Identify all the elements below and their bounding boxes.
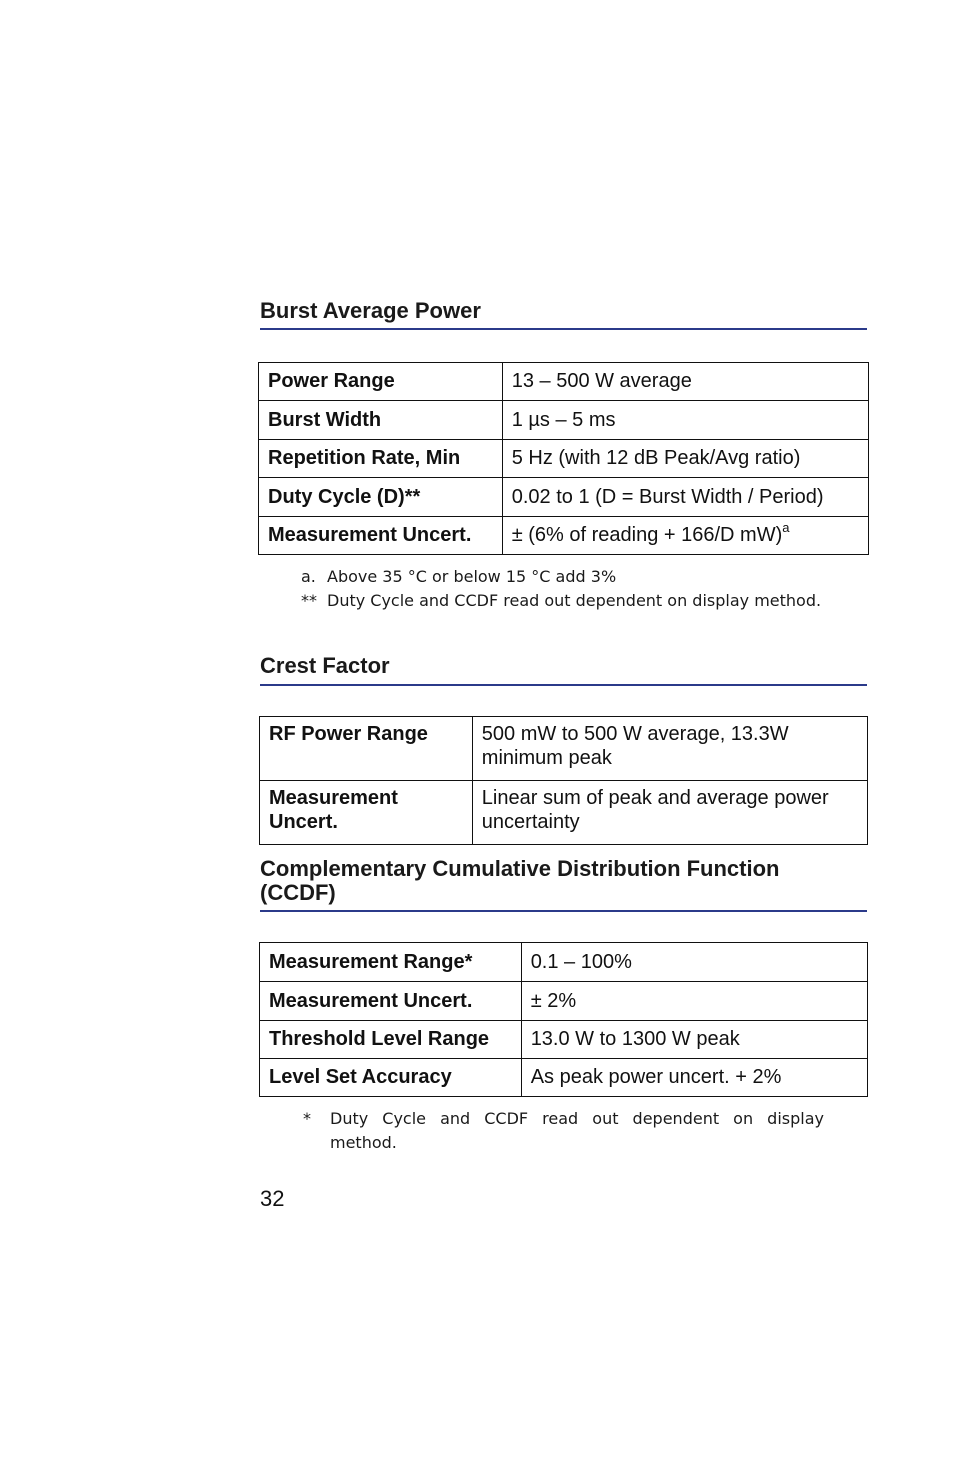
footnote-a: [301, 565, 831, 589]
crest-factor-table: [259, 716, 868, 845]
page-number: 32: [260, 1186, 285, 1211]
footnote-duty-cycle: [301, 589, 831, 613]
row-label: Measurement Uncert.: [260, 781, 473, 845]
row-label: Duty Cycle (D)**: [259, 478, 503, 517]
row-label: Repetition Rate, Min: [259, 440, 503, 478]
footnote-text: Above 35 °C or below 15 °C add 3%: [327, 567, 617, 586]
section-rule: [260, 910, 867, 912]
row-label: Power Range: [259, 363, 503, 401]
row-value: 13 – 500 W average: [502, 363, 868, 401]
table-row: [260, 982, 868, 1021]
row-label: Measurement Range*: [260, 943, 522, 982]
footnote-asterisk: [303, 1107, 833, 1155]
table-row: [259, 517, 869, 555]
footnote-mark: *: [303, 1109, 311, 1128]
row-value: Linear sum of peak and average power uncertainty: [472, 781, 867, 845]
row-value: ± 2%: [521, 982, 867, 1021]
table-row: [259, 478, 869, 517]
section-rule: [260, 684, 867, 686]
footnote-mark: **: [301, 591, 317, 610]
row-label: Burst Width: [259, 401, 503, 440]
ccdf-table: [259, 942, 868, 1097]
row-value: 0.02 to 1 (D = Burst Width / Period): [502, 478, 868, 517]
row-value: As peak power uncert. + 2%: [521, 1059, 867, 1097]
burst-average-power-table: [258, 362, 869, 555]
footnote-text: Duty Cycle and CCDF read out dependent on display method.: [330, 1109, 824, 1152]
row-value: [502, 517, 868, 555]
table-row: [260, 717, 868, 781]
row-value: 5 Hz (with 12 dB Peak/Avg ratio): [502, 440, 868, 478]
row-value: 1 µs – 5 ms: [502, 401, 868, 440]
section-rule: [260, 328, 867, 330]
footnote-text: Duty Cycle and CCDF read out dependent on display method.: [327, 591, 822, 610]
table-row: [259, 401, 869, 440]
section-title-ccdf: Complementary Cumulative Distribution Function (CCDF): [260, 856, 780, 905]
table-row: [259, 363, 869, 401]
row-value-text: ± (6% of reading + 166/D mW): [511, 524, 783, 546]
table-row: [259, 440, 869, 478]
row-value: 500 mW to 500 W average, 13.3W minimum peak: [472, 717, 867, 781]
table-row: [260, 1059, 868, 1097]
table-row: [260, 781, 868, 845]
table-row: [260, 1021, 868, 1059]
footnote-ref: a: [782, 520, 790, 535]
row-value: 13.0 W to 1300 W peak: [521, 1021, 867, 1059]
row-label: Level Set Accuracy: [260, 1059, 522, 1097]
row-label: Threshold Level Range: [260, 1021, 522, 1059]
row-label: Measurement Uncert.: [260, 982, 522, 1021]
row-label: Measurement Uncert.: [259, 517, 503, 555]
section-title-crest-factor: Crest Factor: [260, 653, 390, 678]
row-value: 0.1 – 100%: [521, 943, 867, 982]
row-label: RF Power Range: [260, 717, 473, 781]
footnote-mark: a.: [301, 567, 316, 586]
section-title-burst-average-power: Burst Average Power: [260, 298, 481, 323]
table-row: [260, 943, 868, 982]
